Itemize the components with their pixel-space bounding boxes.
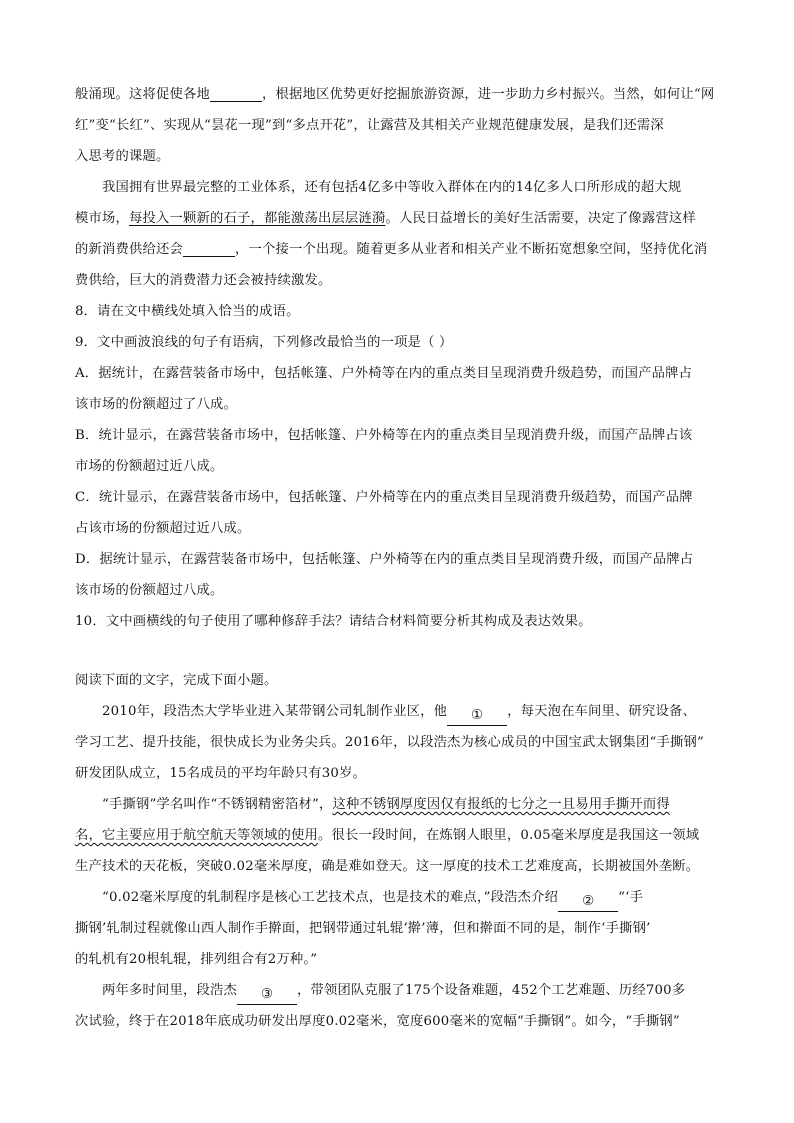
option-d-line2: 该市场的份额超过八成。 xyxy=(75,583,224,598)
option-d-line1: D．据统计显示，在露营装备市场中，包括帐篷、户外椅等在内的重点类目呈现消费升级，而国产品牌占 xyxy=(75,552,694,567)
passage2-p2-line3: 生产技术的天花板，突破0.02毫米厚度，确是难如登天。这一厚度的技术工艺难度高，长期被国外垄断。 xyxy=(75,859,700,874)
option-c-line1: C．统计显示，在露营装备市场中，包括帐篷、户外椅等在内的重点类目呈现消费升级趋势，而国产品牌 xyxy=(75,490,693,505)
text-segment: “0.02毫米厚度的轧制程序是核心工艺技术点，也是技术的难点，”段浩杰介绍 xyxy=(102,890,559,905)
text-segment: 模市场， xyxy=(75,211,129,226)
text-segment: ，每天泡在车间里、研究设备、 xyxy=(507,704,697,719)
option-b-line1: B．统计显示，在露营装备市场中，包括帐篷、户外椅等在内的重点类目呈现消费升级，而国产品牌占该 xyxy=(75,428,693,443)
passage1-p1-line3: 入思考的课题。 xyxy=(75,149,170,164)
text-segment: 两年多时间里，段浩杰 xyxy=(102,983,237,998)
passage1-p2-line2 xyxy=(75,203,719,234)
text-segment: 。很长一段时间，在炼钢人眼里，0.05毫米厚度是我国这一领域 xyxy=(317,828,700,843)
passage1-p1-line1 xyxy=(75,79,719,110)
passage2-p4-line1 xyxy=(75,975,719,1006)
option-a-line1: A．据统计，在露营装备市场中，包括帐篷、户外椅等在内的重点类目呈现消费升级趋势，而国产品牌占 xyxy=(75,366,693,381)
option-a-line2: 该市场的份额超过了八成。 xyxy=(75,397,237,412)
question-10: 10．文中画横线的句子使用了哪种修辞手法？请结合材料简要分析其构成及表达效果。 xyxy=(75,614,592,629)
question-8: 8．请在文中横线处填入恰当的成语。 xyxy=(75,304,300,319)
question-9: 9．文中画波浪线的句子有语病，下列修改最恰当的一项是（ ） xyxy=(75,335,453,350)
text-segment: “手撕钢”学名叫作“不锈钢精密箔材”， xyxy=(102,797,333,812)
answer-blank-2: ② xyxy=(558,893,618,912)
text-segment: “‘手 xyxy=(618,890,644,905)
passage1-p2-line4: 费供给，巨大的消费潜力还会被持续激发。 xyxy=(75,273,332,288)
passage2-p1-line2: 学习工艺、提升技能，很快成长为业务尖兵。2016年，以段浩杰为核心成员的中国宝武太钢集团“手撕钢” xyxy=(75,735,704,750)
passage1-p1-line2: 红”变“长红”、实现从“昙花一现”到“多点开花”，让露营及其相关产业规范健康发展，是我们还需深 xyxy=(75,118,664,133)
passage1-p2-line1: 我国拥有世界最完整的工业体系，还有包括4亿多中等收入群体在内的14亿多人口所形成的超大规 xyxy=(102,180,682,195)
text-segment: 2010年，段浩杰大学毕业进入某带钢公司轧制作业区，他 xyxy=(102,704,448,719)
passage2-p3-line2: 撕钢’轧制过程就像山西人制作手擀面，把钢带通过轧辊‘擀’薄，但和擀面不同的是，制作‘手撕钢’ xyxy=(75,921,651,936)
text-segment: ，根据地区优势更好挖掘旅游资源，进一步助力乡村振兴。当然，如何让“网 xyxy=(261,87,715,102)
passage1-p2-line3 xyxy=(75,234,719,265)
answer-blank xyxy=(210,83,262,102)
option-b-line2: 市场的份额超过近八成。 xyxy=(75,459,224,474)
section-gap xyxy=(75,637,719,665)
option-c-line2: 占该市场的份额超过近八成。 xyxy=(75,521,251,536)
passage2-p1-line1 xyxy=(75,696,719,727)
passage2-p1-line3: 研发团队成立，15名成员的平均年龄只有30岁。 xyxy=(75,766,367,781)
text-segment: 的新消费供给还会 xyxy=(75,242,183,257)
text-segment: 。人民日益增长的美好生活需要，决定了像露营这样 xyxy=(385,211,696,226)
wavy-sentence-part2: 名，它主要应用于航空航天等领域的使用 xyxy=(75,828,318,843)
passage2-p2-line1 xyxy=(75,789,719,820)
answer-blank-3: ③ xyxy=(237,986,297,1005)
answer-blank-1: ① xyxy=(447,707,507,726)
text-segment: 般涌现。这将促使各地 xyxy=(75,87,210,102)
wavy-sentence-part1: 这种不锈钢厚度因仅有报纸的七分之一且易用手撕开而得 xyxy=(332,797,670,812)
passage2-p3-line1 xyxy=(75,882,719,913)
text-segment: ，一个接一个出现。随着更多从业者和相关产业不断拓宽想象空间，坚持优化消 xyxy=(234,242,708,257)
passage2-p4-line2: 次试验，终于在2018年底成功研发出厚度0.02毫米，宽度600毫米的宽幅“手撕钢”。如今，“手撕钢” xyxy=(75,1014,680,1029)
passage2-p2-line2 xyxy=(75,820,719,851)
underlined-sentence: 每投入一颗新的石子，都能激荡出层层涟漪 xyxy=(129,211,386,226)
passage2-p3-line3: 的轧机有20根轧辊，排列组合有2万种。” xyxy=(75,952,318,967)
answer-blank xyxy=(183,238,235,257)
text-segment: ，带领团队克服了175个设备难题，452个工艺难题、历经700多 xyxy=(296,983,686,998)
passage2-intro: 阅读下面的文字，完成下面小题。 xyxy=(75,673,278,688)
